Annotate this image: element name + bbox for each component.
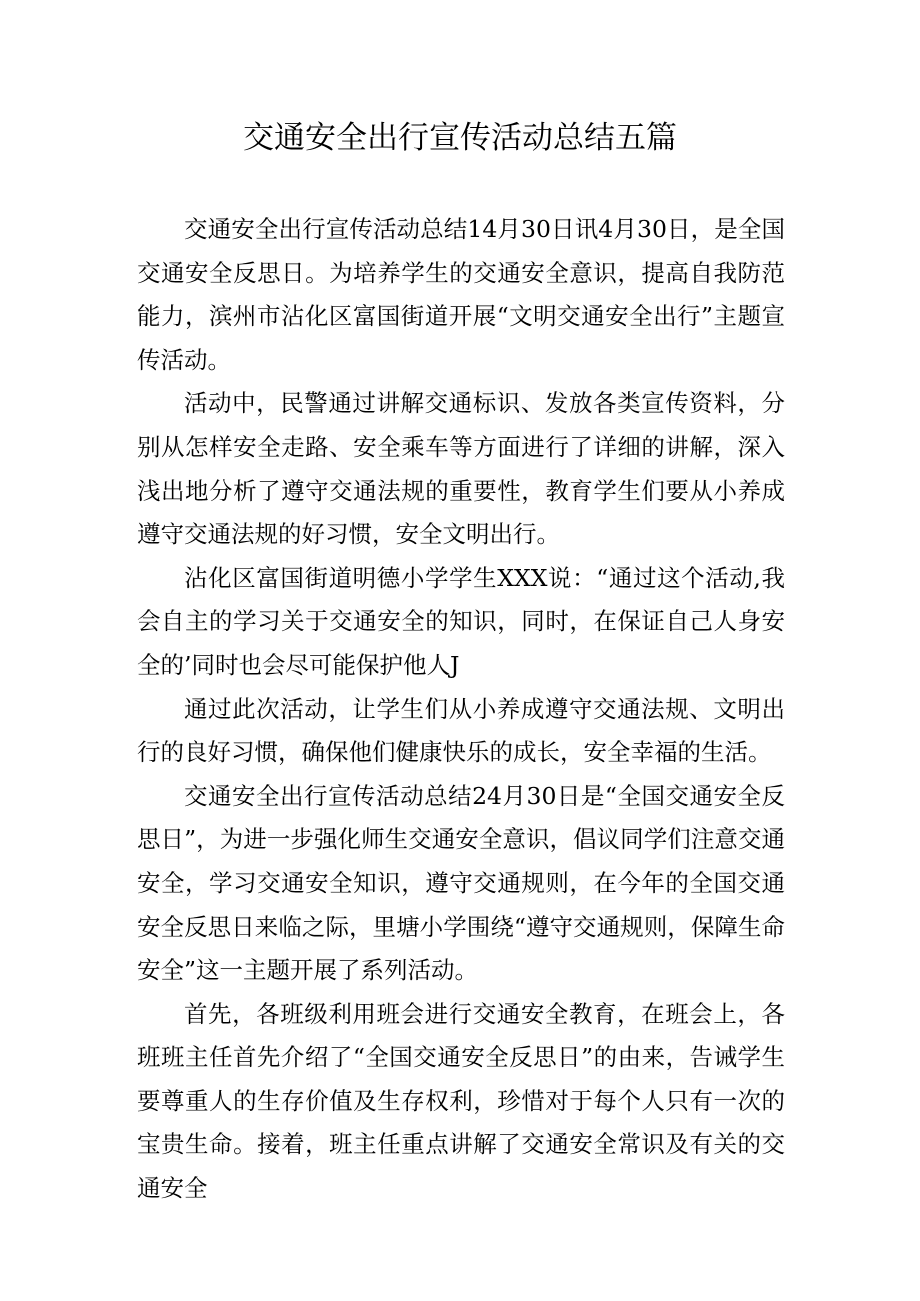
paragraph: 交通安全出行宣传活动总结24月30日是“全国交通安全反思日”，为进一步强化师生交通安全意识，倡议同学们注意交通安全，学习交通安全知识，遵守交通规则，在今年的全国交通安全反思日来临之际，里塘小学围绕“遵守交通规则，保障生命安全”这一主题开展了系列活动。 (137, 781, 785, 985)
paragraph: 首先，各班级利用班会进行交通安全教育，在班会上，各班班主任首先介绍了“全国交通安全反思日”的由来，告诫学生要尊重人的生存价值及生存权利，珍惜对于每个人只有一次的宝贵生命。接着，班主任重点讲解了交通安全常识及有关的交通安全 (137, 999, 785, 1203)
paragraph: 通过此次活动，让学生们从小养成遵守交通法规、文明出行的良好习惯，确保他们健康快乐的成长，安全幸福的生活。 (137, 694, 785, 767)
document-title: 交通安全出行宣传活动总结五篇 (243, 120, 677, 156)
paragraph: 沾化区富国街道明德小学学生XXX说：“通过这个活动,我会自主的学习关于交通安全的知识，同时，在保证自己人身安全的’同时也会尽可能保护他人J (137, 563, 785, 679)
paragraph: 活动中，民警通过讲解交通标识、发放各类宣传资料，分别从怎样安全走路、安全乘车等方面进行了详细的讲解，深入浅出地分析了遵守交通法规的重要性，教育学生们要从小养成遵守交通法规的好习惯，安全文明出行。 (137, 389, 785, 549)
paragraph: 交通安全出行宣传活动总结14月30日讯4月30日，是全国交通安全反思日。为培养学生的交通安全意识，提高自我防范能力，滨州市沾化区富国街道开展“文明交通安全出行”主题宣传活动。 (137, 215, 785, 374)
document-body (137, 208, 785, 1211)
